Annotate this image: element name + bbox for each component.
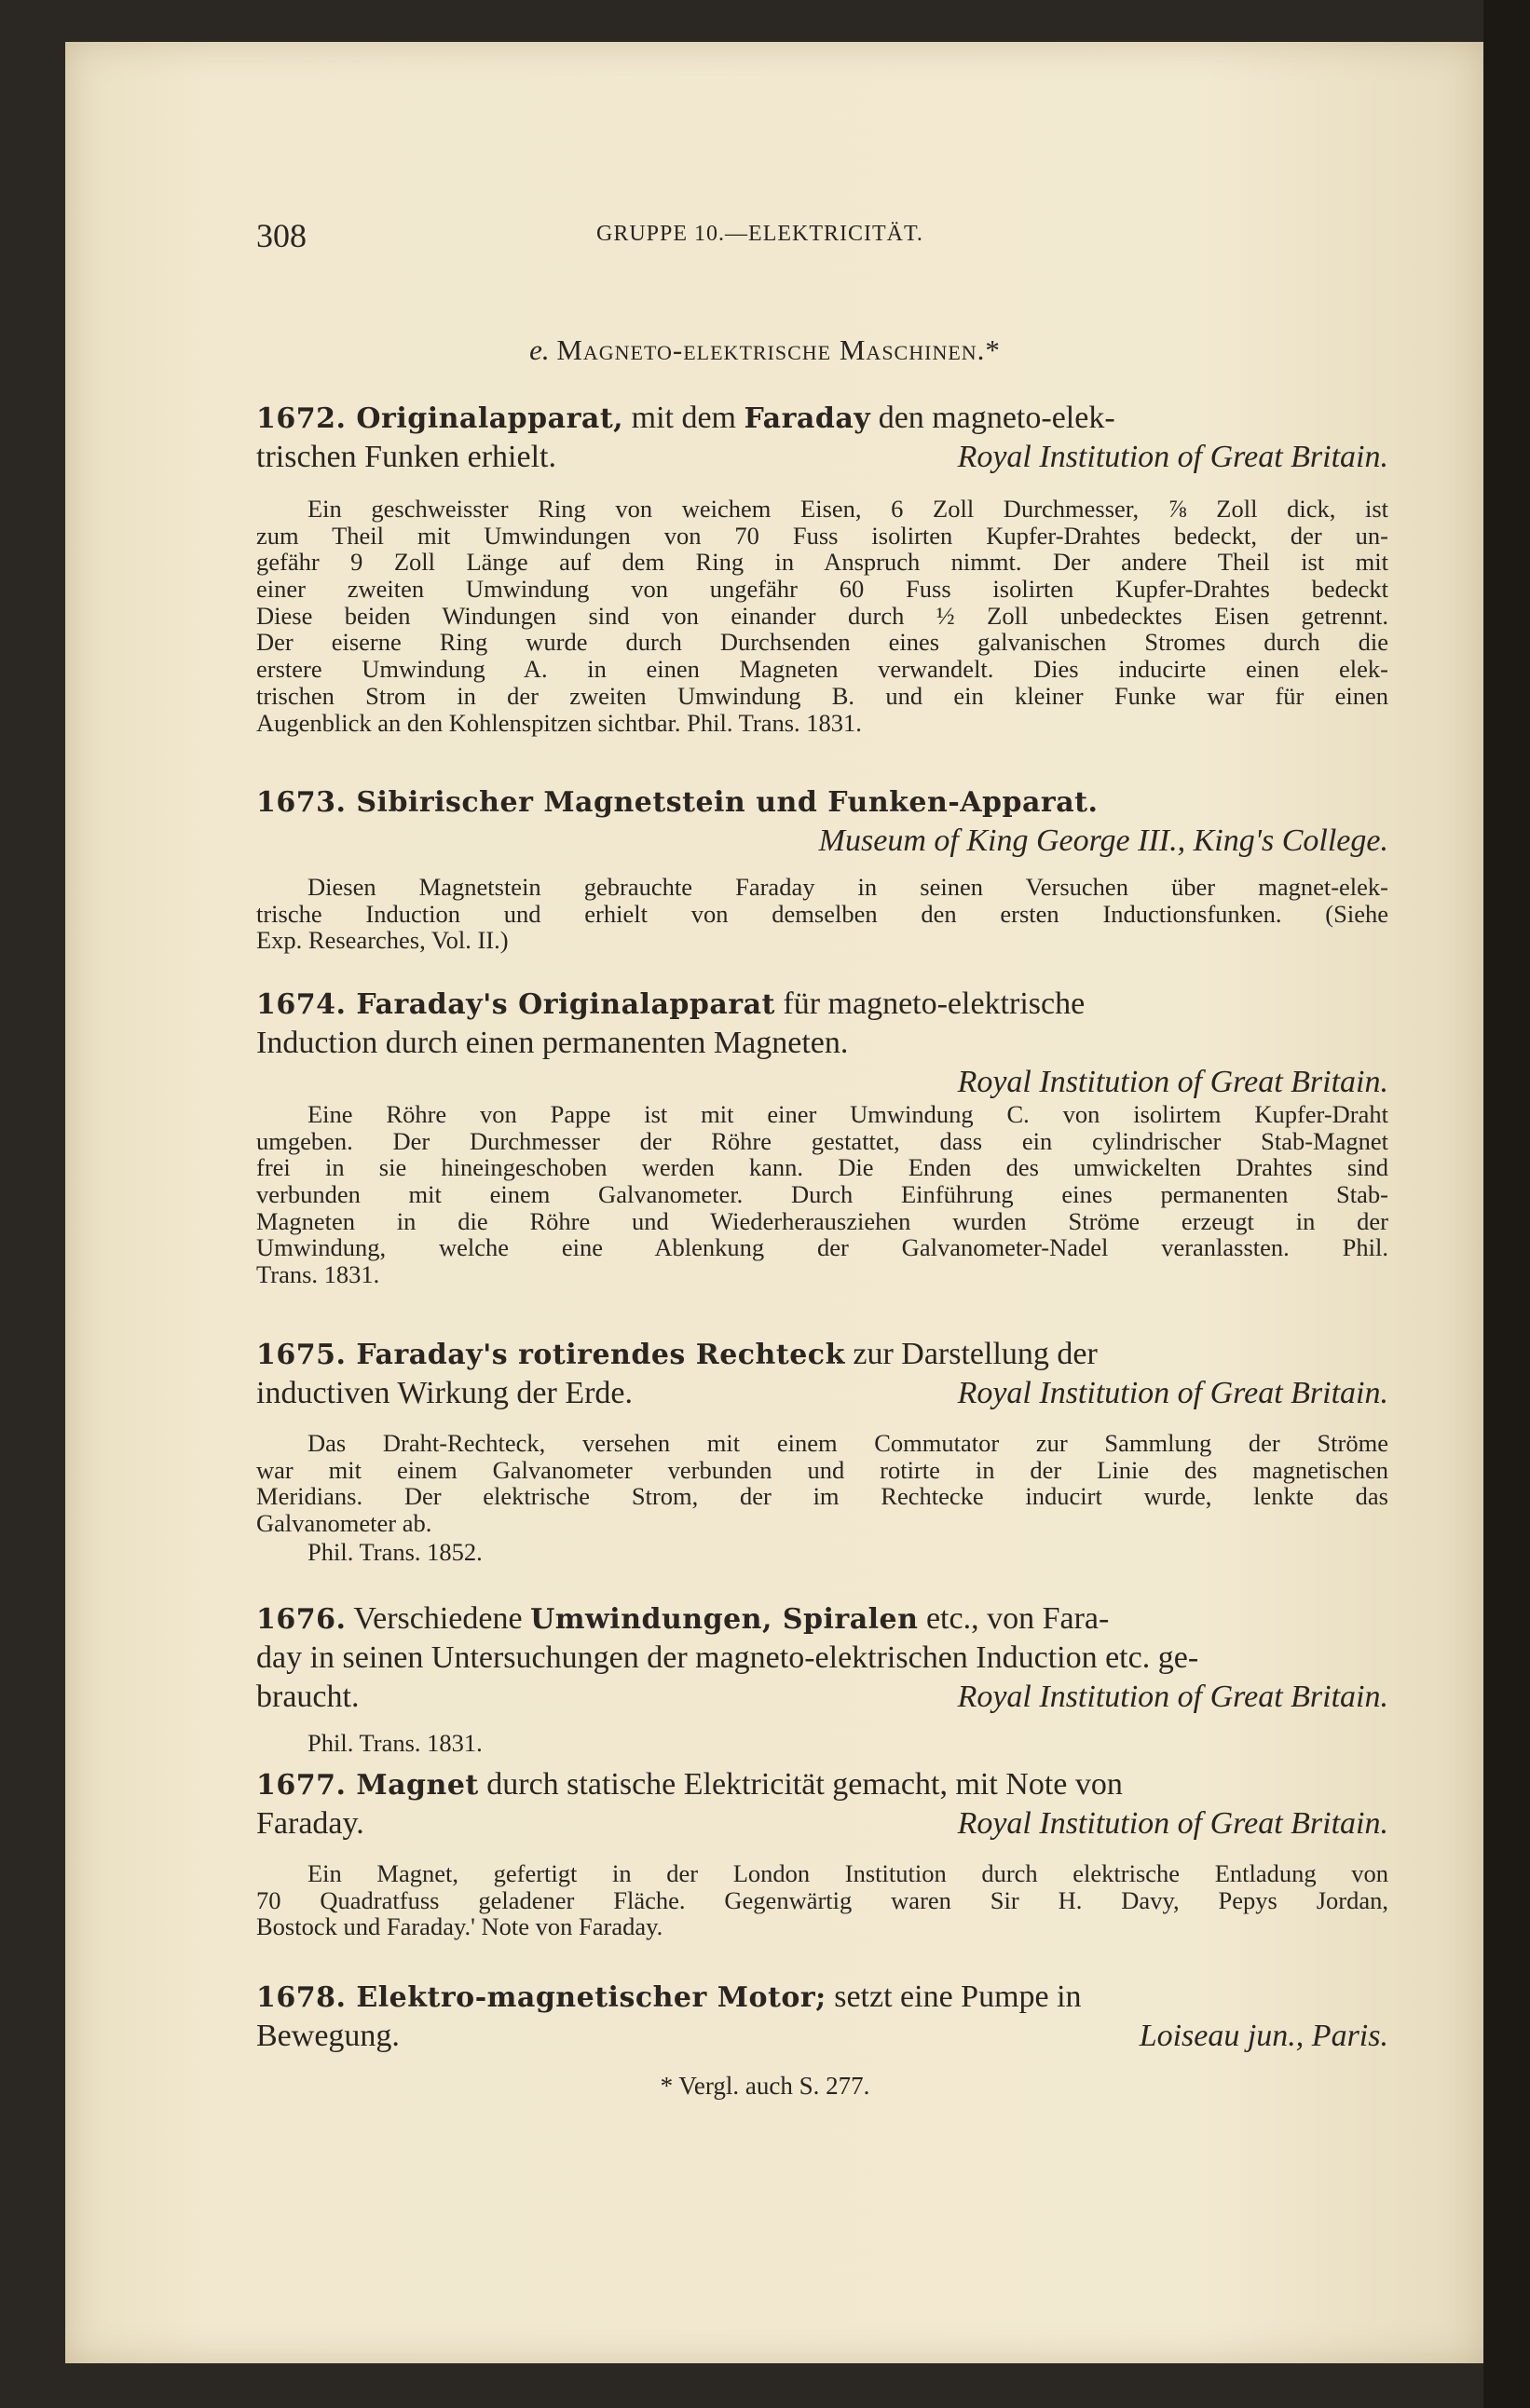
heading-text xyxy=(256,1678,359,1717)
entry-title-text: Verschiedene xyxy=(346,1601,531,1636)
entry-source: Royal Institution of Great Britain. xyxy=(957,1065,1388,1099)
heading-line xyxy=(256,1678,1388,1717)
entry-heading xyxy=(256,1335,1388,1413)
entry-heading xyxy=(256,985,1388,1102)
entry-title-bold: 1673. Sibirischer Magnetstein und Funken-Apparat. xyxy=(256,786,1099,819)
description-line: verbunden mit einem Galvanometer. Durch Einführung eines permanenten Stab- xyxy=(256,1180,1388,1209)
entry-title-text: für magneto-elektrische xyxy=(774,986,1086,1021)
heading-line xyxy=(256,1804,1388,1843)
entry-title-text: Faraday. xyxy=(256,1806,364,1841)
entry-title-text: mit dem xyxy=(623,401,745,435)
entry-heading xyxy=(256,1765,1388,1843)
entry-description xyxy=(256,1101,1388,1288)
description-line: Umwindung, welche eine Ablenkung der Galvanometer-Nadel veranlassten. Phil. xyxy=(256,1233,1388,1262)
heading-line xyxy=(256,1024,1388,1063)
description-line: Meridians. Der elektrische Strom, der im Rechtecke inducirt wurde, lenkte das xyxy=(256,1482,1388,1511)
heading-line xyxy=(256,1978,1388,2017)
section-name: Magneto-elektrische Maschinen.* xyxy=(556,333,1001,366)
entry-description xyxy=(256,874,1388,954)
description-line: Exp. Researches, Vol. II.) xyxy=(256,926,509,955)
entry-heading xyxy=(256,399,1388,477)
entry-description xyxy=(256,1860,1388,1940)
heading-text xyxy=(256,1978,1082,2017)
heading-line xyxy=(256,1374,1388,1413)
description-line: Eine Röhre von Pappe ist mit einer Umwindung C. von isolirtem Kupfer-Draht xyxy=(307,1100,1388,1128)
entry-source: Royal Institution of Great Britain. xyxy=(957,1680,1388,1714)
description-line: Ein geschweisster Ring von weichem Eisen, 6 Zoll Durchmesser, ⅞ Zoll dick, ist xyxy=(307,495,1388,523)
entry-title-text: inductiven Wirkung der Erde. xyxy=(256,1376,633,1410)
heading-text xyxy=(256,985,1085,1024)
description-line: Ein Magnet, gefertigt in der London Institution durch elektrische Entladung von xyxy=(307,1859,1388,1887)
heading-line xyxy=(256,1599,1388,1639)
description-line: trische Induction und erhielt von demselben den ersten Inductionsfunken. (Siehe xyxy=(256,899,1388,928)
entry-source: Royal Institution of Great Britain. xyxy=(957,1376,1388,1410)
footnote: * Vergl. auch S. 277. xyxy=(660,2072,870,2100)
description-line: Magneten in die Röhre und Wiederherausziehen wurden Ströme erzeugt in der xyxy=(256,1206,1388,1235)
entry-source: Royal Institution of Great Britain. xyxy=(957,1806,1388,1841)
entry-title-text: trischen Funken erhielt. xyxy=(256,440,556,474)
description-line: trischen Strom in der zweiten Umwindung B. und ein kleiner Funke war für einen xyxy=(256,681,1388,710)
description-line: zum Theil mit Umwindungen von 70 Fuss isolirten Kupfer-Drahtes bedeckt, der un- xyxy=(256,521,1388,550)
heading-line xyxy=(256,822,1388,861)
entry-title-bold: 1678. Elektro-magnetischer Motor; xyxy=(256,1981,826,2014)
description-line: umgeben. Der Durchmesser der Röhre gestattet, dass ein cylindrischer Stab-Magnet xyxy=(256,1126,1388,1155)
description-line: Das Draht-Rechteck, versehen mit einem Commutator zur Sammlung der Ströme xyxy=(307,1429,1388,1457)
heading-line xyxy=(256,2017,1388,2056)
running-head: GRUPPE 10.—ELEKTRICITÄT. xyxy=(596,222,923,246)
description-line: Bostock und Faraday.' Note von Faraday. xyxy=(256,1912,663,1941)
entry-title-bold: 1677. Magnet xyxy=(256,1769,479,1802)
entry-title-text: etc., von Fara- xyxy=(918,1601,1110,1636)
description-line: 70 Quadratfuss geladener Fläche. Gegenwärtig waren Sir H. Davy, Pepys Jordan, xyxy=(256,1885,1388,1914)
page-number: 308 xyxy=(256,217,307,254)
entry-description xyxy=(256,496,1388,736)
heading-line xyxy=(256,1063,1388,1102)
heading-text xyxy=(256,399,1115,438)
section-title xyxy=(0,333,1530,367)
entry-heading xyxy=(256,1599,1388,1717)
heading-text xyxy=(256,438,556,477)
reference-note: Phil. Trans. 1831. xyxy=(307,1729,483,1757)
description-line: erstere Umwindung A. in einen Magneten verwandelt. Dies inducirte einen elek- xyxy=(256,655,1388,684)
heading-line xyxy=(256,399,1388,438)
entry-heading xyxy=(256,782,1388,861)
heading-text xyxy=(256,2017,400,2056)
section-letter: e. xyxy=(529,333,550,366)
description-line: gefähr 9 Zoll Länge auf dem Ring in Anspruch nimmt. Der andere Theil ist mit xyxy=(256,548,1388,577)
heading-line xyxy=(256,782,1388,822)
entry-title-text: zur Darstellung der xyxy=(844,1337,1098,1371)
entry-title-text: braucht. xyxy=(256,1680,360,1714)
heading-text xyxy=(256,1765,1123,1804)
entry-reference xyxy=(256,1539,1388,1566)
entry-title-bold: Umwindungen, Spiralen xyxy=(530,1603,919,1636)
entry-title-text: Bewegung. xyxy=(256,2019,400,2053)
description-line: einer zweiten Umwindung von ungefähr 60 Fuss isolirten Kupfer-Drahtes bedeckt xyxy=(256,575,1388,604)
heading-text xyxy=(256,1639,1198,1678)
entry-source: Royal Institution of Great Britain. xyxy=(957,440,1388,474)
description-line: Galvanometer ab. xyxy=(256,1509,432,1538)
heading-text xyxy=(256,1024,848,1063)
heading-line xyxy=(256,1765,1388,1804)
heading-text xyxy=(256,1374,633,1413)
description-line: Augenblick an den Kohlenspitzen sichtbar. Phil. Trans. 1831. xyxy=(256,708,862,737)
description-line: war mit einem Galvanometer verbunden und rotirte in der Linie des magnetischen xyxy=(256,1455,1388,1484)
heading-text xyxy=(256,1335,1098,1374)
description-line: Diesen Magnetstein gebrauchte Faraday in seinen Versuchen über magnet-elek- xyxy=(307,873,1388,901)
heading-text xyxy=(256,1599,1109,1639)
entry-title-text: day in seinen Untersuchungen der magneto-elektrischen Induction etc. ge- xyxy=(256,1640,1199,1675)
entry-source: Museum of King George III., King's College. xyxy=(818,823,1388,858)
entry-title-text: Induction durch einen permanenten Magneten. xyxy=(256,1026,849,1060)
entry-title-text: den magneto-elek- xyxy=(870,401,1115,435)
description-line: Trans. 1831. xyxy=(256,1260,380,1289)
description-line: Der eiserne Ring wurde durch Durchsenden eines galvanischen Stromes durch die xyxy=(256,628,1388,657)
entry-heading xyxy=(256,1978,1388,2056)
heading-line xyxy=(256,985,1388,1024)
entry-title-bold: 1674. Faraday's Originalapparat xyxy=(256,988,775,1021)
entry-title-bold: 1672. Originalapparat, xyxy=(256,402,624,435)
heading-text xyxy=(256,1804,364,1843)
entry-source: Loiseau jun., Paris. xyxy=(1139,2019,1388,2053)
entry-title-text: setzt eine Pumpe in xyxy=(826,1979,1082,2014)
reference-note: Phil. Trans. 1852. xyxy=(307,1538,483,1566)
entry-title-text: durch statische Elektricität gemacht, mit Note von xyxy=(478,1767,1123,1802)
entry-title-bold: 1675. Faraday's rotirendes Rechteck xyxy=(256,1339,845,1371)
entry-title-bold: 1676. xyxy=(256,1603,347,1636)
description-line: frei in sie hineingeschoben werden kann. Die Enden des umwickelten Drahtes sind xyxy=(256,1153,1388,1182)
heading-text xyxy=(256,782,1098,822)
description-line: Diese beiden Windungen sind von einander durch ½ Zoll unbedecktes Eisen getrennt. xyxy=(256,601,1388,630)
entry-description xyxy=(256,1430,1388,1537)
entry-title-bold: Faraday xyxy=(744,402,871,435)
heading-line xyxy=(256,1639,1388,1678)
heading-line xyxy=(256,1335,1388,1374)
heading-line xyxy=(256,438,1388,477)
entry-reference xyxy=(256,1730,1388,1757)
